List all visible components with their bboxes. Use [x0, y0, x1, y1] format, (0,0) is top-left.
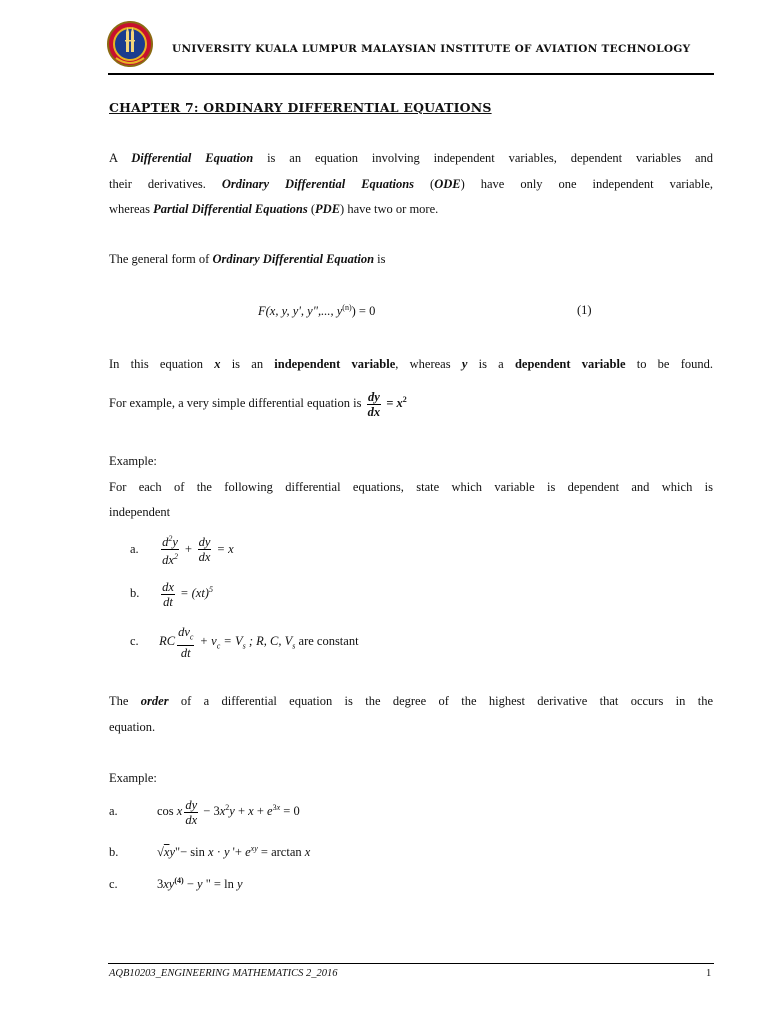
simple-example: For example, a very simple differential equation is $\frac{dy}{dx}$ = $x^2$: [109, 389, 407, 419]
example-2-item-b: b. √xy"− sin x · y '+ $e^{xy} = \arctan x$: [109, 844, 311, 860]
chapter-title: CHAPTER 7: ORDINARY DIFFERENTIAL EQUATIONS: [109, 100, 492, 115]
example-2-item-c: c. $3xy^{(4)} - y$ " = ln y: [109, 876, 243, 892]
example-1-line-1: For each of the following differential equations, state which variable is dependent and which is: [109, 479, 713, 494]
footer-divider: [108, 963, 714, 964]
example-1-item-b: b. $\frac{dx}{dt}$ = (xt)$^5$: [130, 580, 213, 609]
example-2-label: Example:: [109, 771, 157, 785]
dy-dx-fraction: $\frac{dy}{dx}$: [367, 389, 381, 419]
intro-paragraph: [109, 146, 713, 223]
variables-line-1: In this equation x is an independent variable, whereas y is a dependent variable to be found.: [109, 357, 713, 371]
footer-course: AQB10203_ENGINEERING MATHEMATICS 2_2016: [109, 968, 338, 979]
intro-line-3: whereas Partial Differential Equations (PDE) have two or more.: [109, 202, 439, 216]
variables-paragraph: [109, 352, 713, 378]
general-form-text: The general form of Ordinary Differential Equation is: [109, 252, 386, 266]
header-divider: [108, 73, 714, 75]
example-1-line-2: independent: [109, 505, 171, 519]
example-1-label: Example:: [109, 454, 157, 468]
example-1: [109, 449, 713, 526]
order-line-2: equation.: [109, 719, 156, 734]
example-1-item-c: c. RC $\frac{dv_c}{dt}$ + $v_c = V_s$ ; R, C, $V_s$ are constant: [130, 625, 359, 660]
equation-number: (1): [577, 303, 592, 317]
order-paragraph: [109, 689, 713, 740]
university-logo: [106, 14, 154, 74]
institution-name: UNIVERSITY KUALA LUMPUR MALAYSIAN INSTITUTE OF AVIATION TECHNOLOGY: [172, 43, 691, 55]
intro-line-1: A Differential Equation is an equation involving independent variables, dependent variables and: [109, 151, 714, 165]
example-2-item-a: a. cos x $\frac{dy}{dx}$ − $3x^2y + x + e^{3x} = 0$: [109, 798, 300, 827]
order-line-1: The order of a differential equation is the degree of the highest derivative that occurs in the: [109, 694, 713, 708]
intro-line-2: their derivatives. Ordinary Differential Equations (ODE) have only one independent variable,: [109, 176, 714, 191]
example-1-item-a: a. $\frac{d^2y}{dx^2}$ + $\frac{dy}{dx}$ = x: [130, 534, 234, 568]
general-form-equation: F(x, y, y', y",..., $y^{(n)}) = 0$: [258, 303, 376, 319]
page-number: 1: [706, 968, 712, 979]
